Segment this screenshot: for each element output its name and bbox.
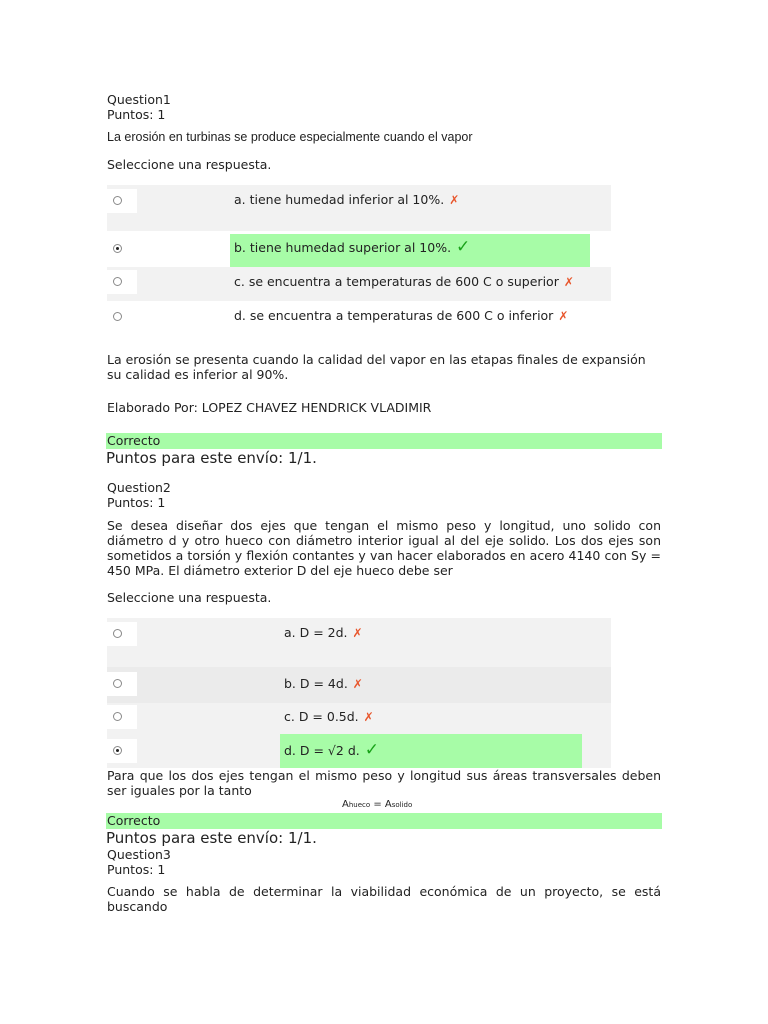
q1-result-bar [106,433,662,449]
q2-option-row[interactable] [107,667,611,703]
q3-points: Puntos: 1 [107,862,166,877]
incorrect-icon: ✗ [449,193,460,207]
q1-option-row[interactable] [107,231,611,267]
q2-option-row[interactable] [107,703,611,734]
q2-title: Question2 [107,480,171,495]
q2-result-bar [106,813,662,829]
check-icon: ✓ [364,740,379,760]
q1-option-row[interactable] [107,185,611,231]
q2-option-row[interactable] [107,734,611,768]
q1-score: Puntos para este envío: 1/1. [106,449,317,467]
q1-author: Elaborado Por: LOPEZ CHAVEZ HENDRICK VLADIMIR [107,400,432,415]
q1-option-c[interactable]: c. se encuentra a temperaturas de 600 C o superior ✗ [234,274,574,289]
q1-options-table [107,185,611,334]
q2-options-table [107,618,611,768]
q2-option-b[interactable]: b. D = 4d. ✗ [284,676,363,691]
q1-option-d-radio[interactable] [113,312,122,321]
q1-question-text: La erosión en turbinas se produce especialmente cuando el vapor [107,130,473,144]
q1-option-row[interactable] [107,267,611,301]
q1-title: Question1 [107,92,171,107]
q2-option-d[interactable]: d. D = √2 d. ✓ [284,740,379,760]
q2-option-b-radio[interactable] [113,679,122,688]
q2-feedback: Para que los dos ejes tengan el mismo peso y longitud sus áreas transversales deben ser iguales por la tanto [107,768,661,798]
incorrect-icon: ✗ [563,275,574,289]
q1-points: Puntos: 1 [107,107,166,122]
q2-option-d-radio[interactable] [113,746,122,755]
q3-question-text: Cuando se habla de determinar la viabilidad económica de un proyecto, se está buscando [107,884,661,914]
q1-option-row[interactable] [107,301,611,334]
q1-prompt: Seleccione una respuesta. [107,157,272,172]
q1-option-b[interactable]: b. tiene humedad superior al 10%. ✓ [234,237,471,257]
incorrect-icon: ✗ [352,626,363,640]
q2-prompt: Seleccione una respuesta. [107,590,272,605]
check-icon: ✓ [456,237,471,257]
q2-option-a[interactable]: a. D = 2d. ✗ [284,625,363,640]
q2-option-a-radio[interactable] [113,629,122,638]
q1-option-b-radio[interactable] [113,244,122,253]
q2-points: Puntos: 1 [107,495,166,510]
q3-title: Question3 [107,847,171,862]
q1-option-a[interactable]: a. tiene humedad inferior al 10%. ✗ [234,192,460,207]
q1-feedback-line1: La erosión se presenta cuando la calidad del vapor en las etapas finales de expansión [107,352,646,367]
q2-formula: Ahueco = Asolido [342,799,413,810]
q1-feedback-line2: su calidad es inferior al 90%. [107,367,289,382]
incorrect-icon: ✗ [558,309,569,323]
q1-result: Correcto [107,433,161,448]
q2-option-c[interactable]: c. D = 0.5d. ✗ [284,709,374,724]
q2-score: Puntos para este envío: 1/1. [106,829,317,847]
q1-option-c-radio[interactable] [113,277,122,286]
q2-option-row[interactable] [107,618,611,667]
q2-option-c-radio[interactable] [113,712,122,721]
q2-result: Correcto [107,813,161,828]
q2-question-text: Se desea diseñar dos ejes que tengan el mismo peso y longitud, uno solido con diámetro d y otro hueco con diámetro interior igual al del eje solido. Los dos ejes son sometidos a torsión y flexión contantes y van hacer elaborados en acero 4140 con Sy = 450 MPa. El diámetro exterior D del eje hueco debe ser [107,518,661,578]
q1-option-d[interactable]: d. se encuentra a temperaturas de 600 C o inferior ✗ [234,308,569,323]
q1-option-a-radio[interactable] [113,196,122,205]
incorrect-icon: ✗ [352,677,363,691]
incorrect-icon: ✗ [363,710,374,724]
